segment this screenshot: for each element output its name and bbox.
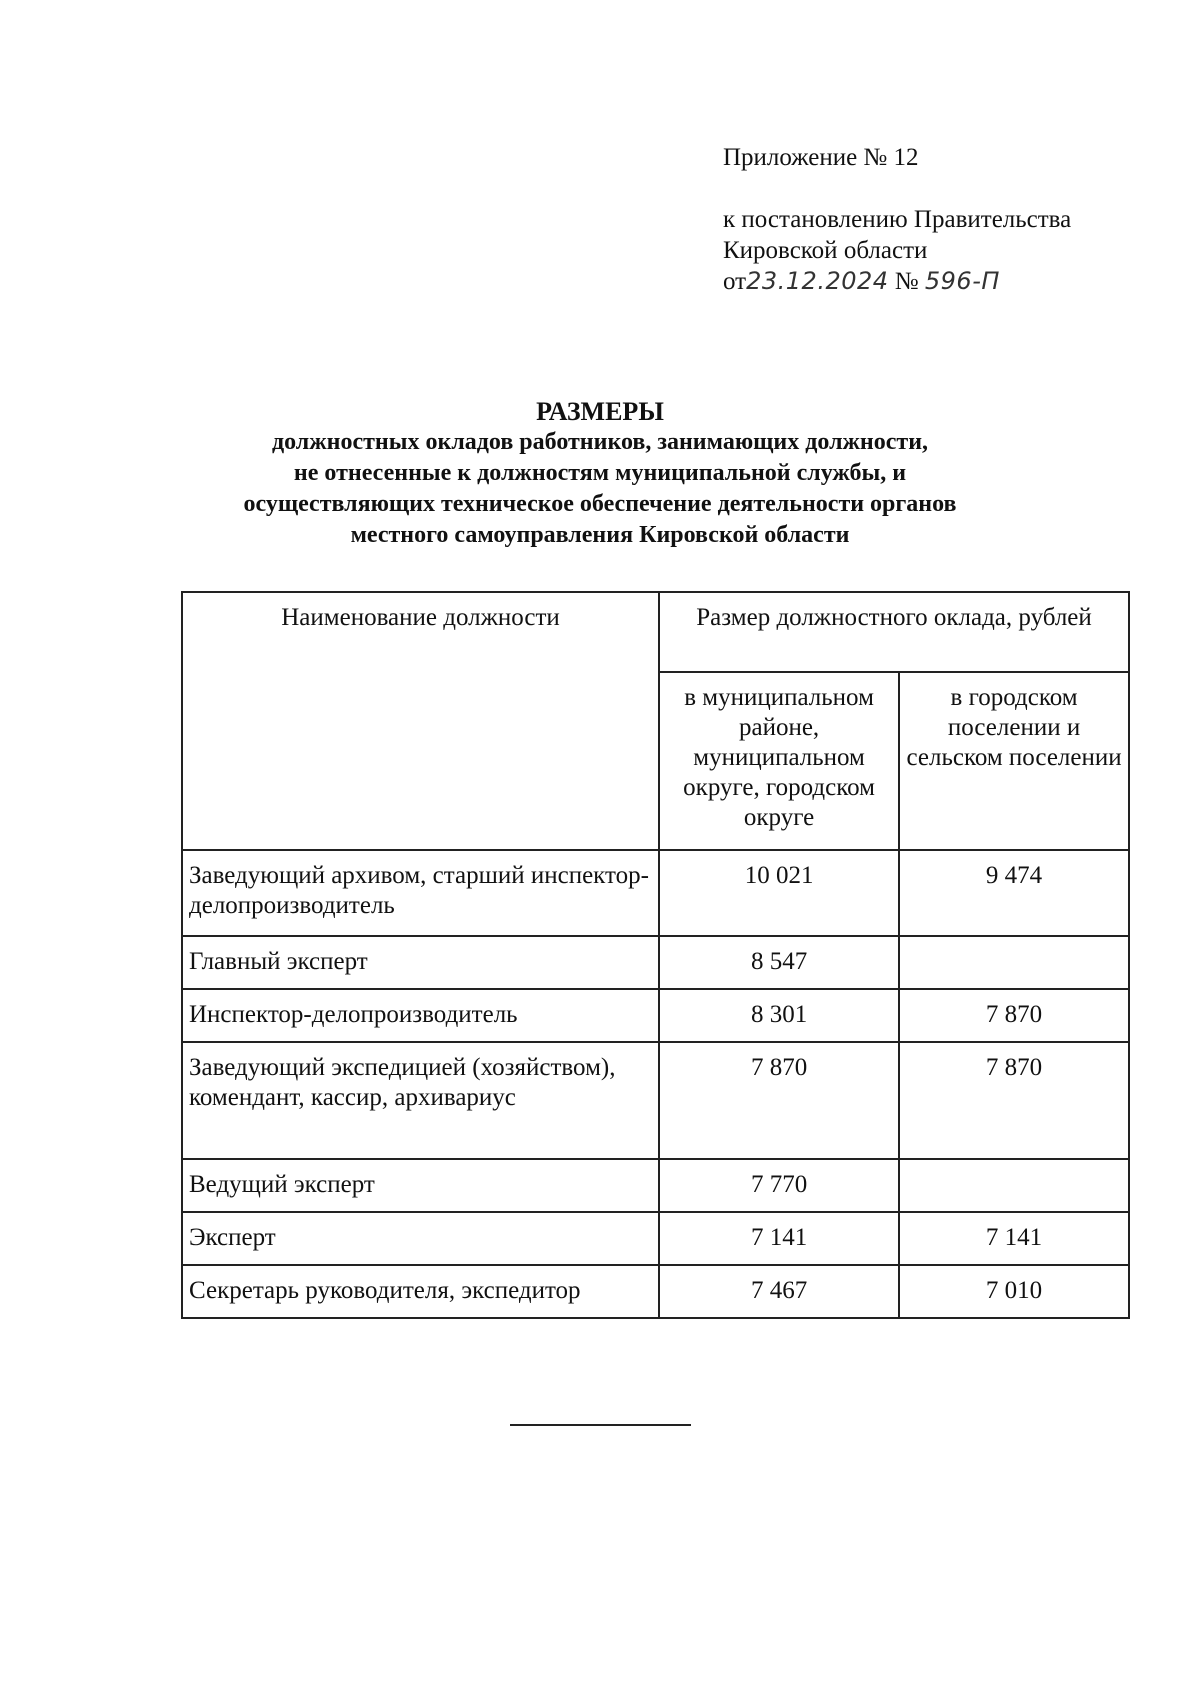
position-name: Секретарь руководителя, экспедитор <box>182 1265 659 1318</box>
position-name: Заведующий экспедицией (хозяйством), комендант, кассир, архивариус <box>182 1042 659 1159</box>
title-line: местного самоуправления Кировской области <box>350 522 850 548</box>
salary-municipal: 10 021 <box>659 850 899 936</box>
salary-settlement: 7 870 <box>899 1042 1129 1159</box>
region-name: Кировской области <box>723 237 928 264</box>
salary-municipal: 7 870 <box>659 1042 899 1159</box>
handwritten-date: 23.12.2024 <box>746 267 889 295</box>
title-line: должностных окладов работников, занимающих должности, <box>271 429 929 455</box>
salary-settlement: 7 870 <box>899 989 1129 1042</box>
salary-settlement: 7 141 <box>899 1212 1129 1265</box>
salary-municipal: 8 301 <box>659 989 899 1042</box>
document-title <box>150 396 1050 551</box>
salary-municipal: 7 141 <box>659 1212 899 1265</box>
subheader-municipal: в муниципальном районе, муниципальном округе, городском округе <box>659 672 899 850</box>
salary-settlement <box>899 1159 1129 1212</box>
header-salary-size: Размер должностного оклада, рублей <box>659 592 1129 672</box>
subheader-settlement: в городском поселении и сельском поселении <box>899 672 1129 850</box>
salary-municipal: 7 770 <box>659 1159 899 1212</box>
position-name: Ведущий эксперт <box>182 1159 659 1212</box>
table-header-row <box>182 592 1129 672</box>
appendix-title: Приложение № 12 <box>723 144 919 171</box>
salary-settlement <box>899 936 1129 989</box>
date-prefix: от <box>723 268 747 295</box>
appendix-block <box>723 142 1163 297</box>
handwritten-number: 596-П <box>924 267 1000 295</box>
table-row <box>182 1159 1129 1212</box>
header-position-name: Наименование должности <box>182 592 659 850</box>
title-line: не отнесенные к должностям муниципальной службы, и <box>293 460 907 486</box>
table-row <box>182 1265 1129 1318</box>
table-row <box>182 1212 1129 1265</box>
title-line: осуществляющих техническое обеспечение деятельности органов <box>243 491 957 517</box>
table-row <box>182 989 1129 1042</box>
table-row <box>182 850 1129 936</box>
resolution-reference: к постановлению Правительства <box>723 206 1072 233</box>
table-row <box>182 1042 1129 1159</box>
salary-settlement: 9 474 <box>899 850 1129 936</box>
salary-municipal: 8 547 <box>659 936 899 989</box>
position-name: Главный эксперт <box>182 936 659 989</box>
position-name: Инспектор-делопроизводитель <box>182 989 659 1042</box>
position-name: Эксперт <box>182 1212 659 1265</box>
salary-municipal: 7 467 <box>659 1265 899 1318</box>
resolution-date-line <box>723 266 1163 297</box>
table-row <box>182 936 1129 989</box>
position-name: Заведующий архивом, старший инспектор-делопроизводитель <box>182 850 659 936</box>
title-main: РАЗМЕРЫ <box>536 397 664 426</box>
salary-table <box>181 591 1130 1319</box>
number-prefix: № <box>894 268 919 295</box>
salary-settlement: 7 010 <box>899 1265 1129 1318</box>
closing-divider <box>510 1424 691 1426</box>
